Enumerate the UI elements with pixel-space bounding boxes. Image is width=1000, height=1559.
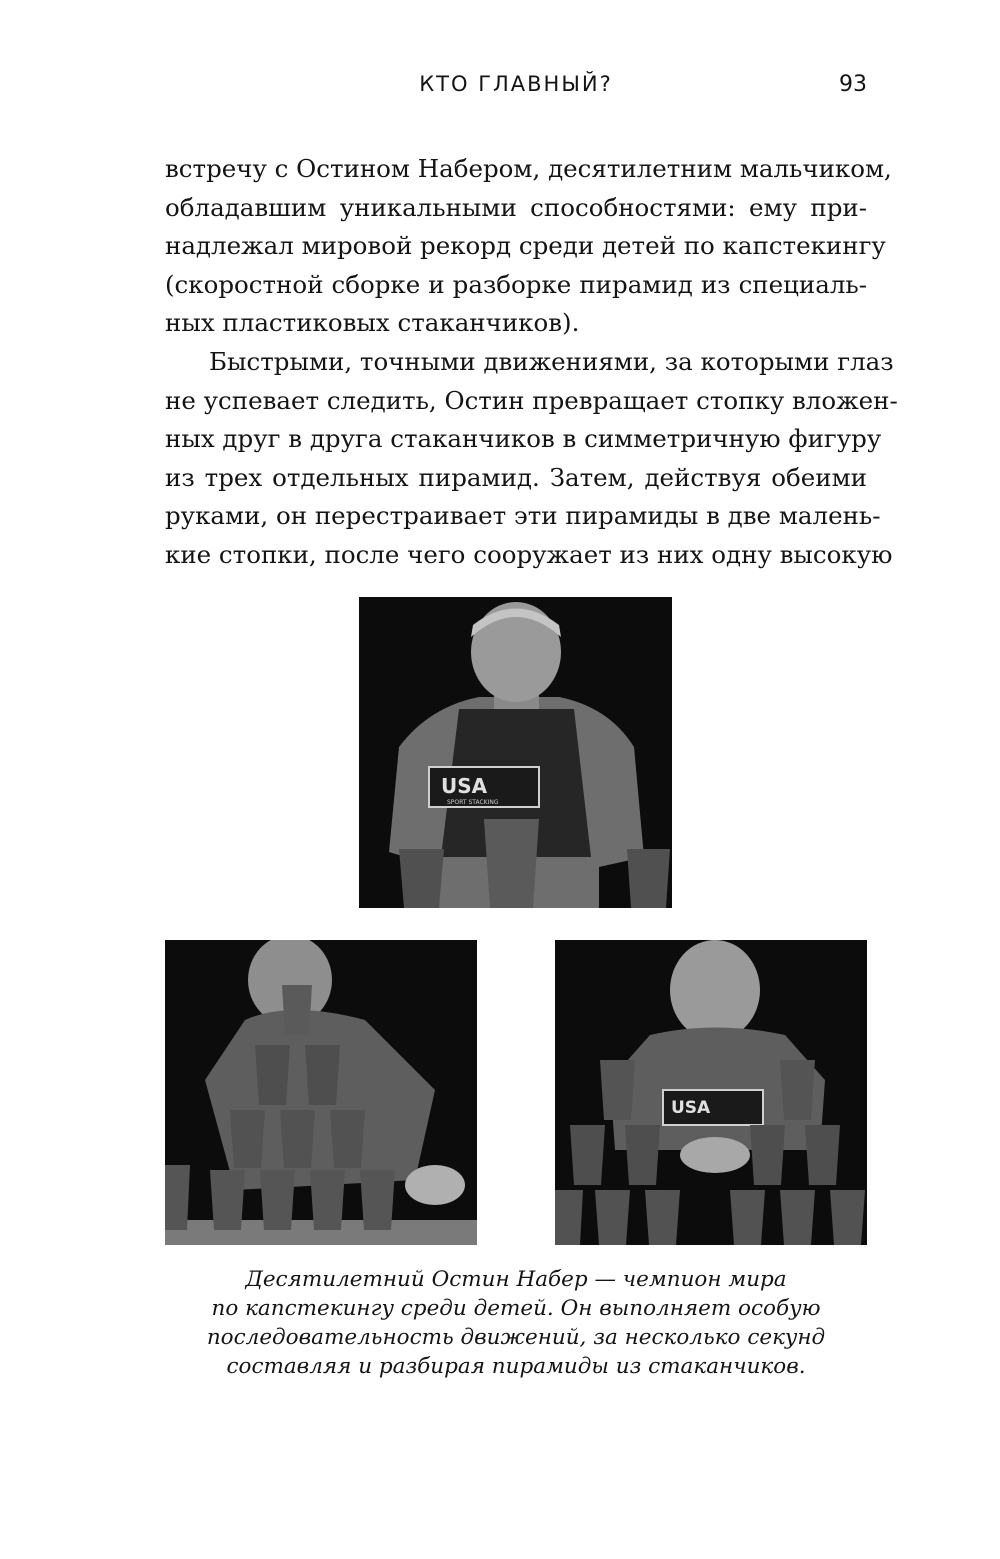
caption-line: составляя и разбирая пирамиды из стаканчиков.: [226, 1354, 806, 1379]
photo-cup-pyramid: [165, 940, 477, 1245]
photo-two-cup-pyramids: [555, 940, 867, 1245]
body-text: [165, 150, 898, 575]
text-line: кие стопки, после чего сооружает из них одну высокую: [165, 539, 893, 569]
text-line: надлежал мировой рекорд среди детей по капстекингу: [165, 231, 886, 261]
photo-caption: [165, 1265, 867, 1381]
caption-line: последовательность движений, за несколько секунд: [206, 1325, 826, 1350]
photo-illustration: [359, 597, 672, 908]
photo-boy-with-cup-stack: [359, 597, 672, 908]
paragraph-1: [165, 150, 892, 343]
shirt-logo-text: USA: [671, 1098, 711, 1118]
paragraph-2: [165, 343, 898, 575]
photo-illustration: [165, 940, 477, 1245]
shirt-logo-text: USA: [441, 774, 488, 798]
text-line: (скоростной сборке и разборке пирамид из специаль-: [165, 269, 867, 299]
text-line: ных друг в друга стаканчиков в симметричную фигуру: [165, 424, 882, 454]
caption-line: Десятилетний Остин Набер — чемпион мира: [245, 1267, 787, 1292]
page-number: 93: [839, 72, 867, 97]
text-line: Быстрыми, точными движениями, за которыми глаз: [209, 346, 894, 376]
photo-illustration: [555, 940, 867, 1245]
text-line: ных пластиковых стаканчиков).: [165, 308, 580, 338]
running-title: КТО ГЛАВНЫЙ?: [419, 72, 613, 96]
text-line: не успевает следить, Остин превращает стопку вложен-: [165, 385, 898, 415]
shirt-logo-subtext: SPORT STACKING: [447, 799, 499, 806]
text-line: из трех отдельных пирамид. Затем, действуя обеими: [165, 462, 867, 492]
text-line: встречу с Остином Набером, десятилетним мальчиком,: [165, 154, 892, 183]
caption-line: по капстекингу среди детей. Он выполняет особую: [211, 1296, 821, 1321]
text-line: руками, он перестраивает эти пирамиды в две малень-: [165, 501, 881, 531]
text-line: обладавшим уникальными способностями: ему при-: [165, 192, 867, 222]
page-header: [165, 72, 867, 108]
